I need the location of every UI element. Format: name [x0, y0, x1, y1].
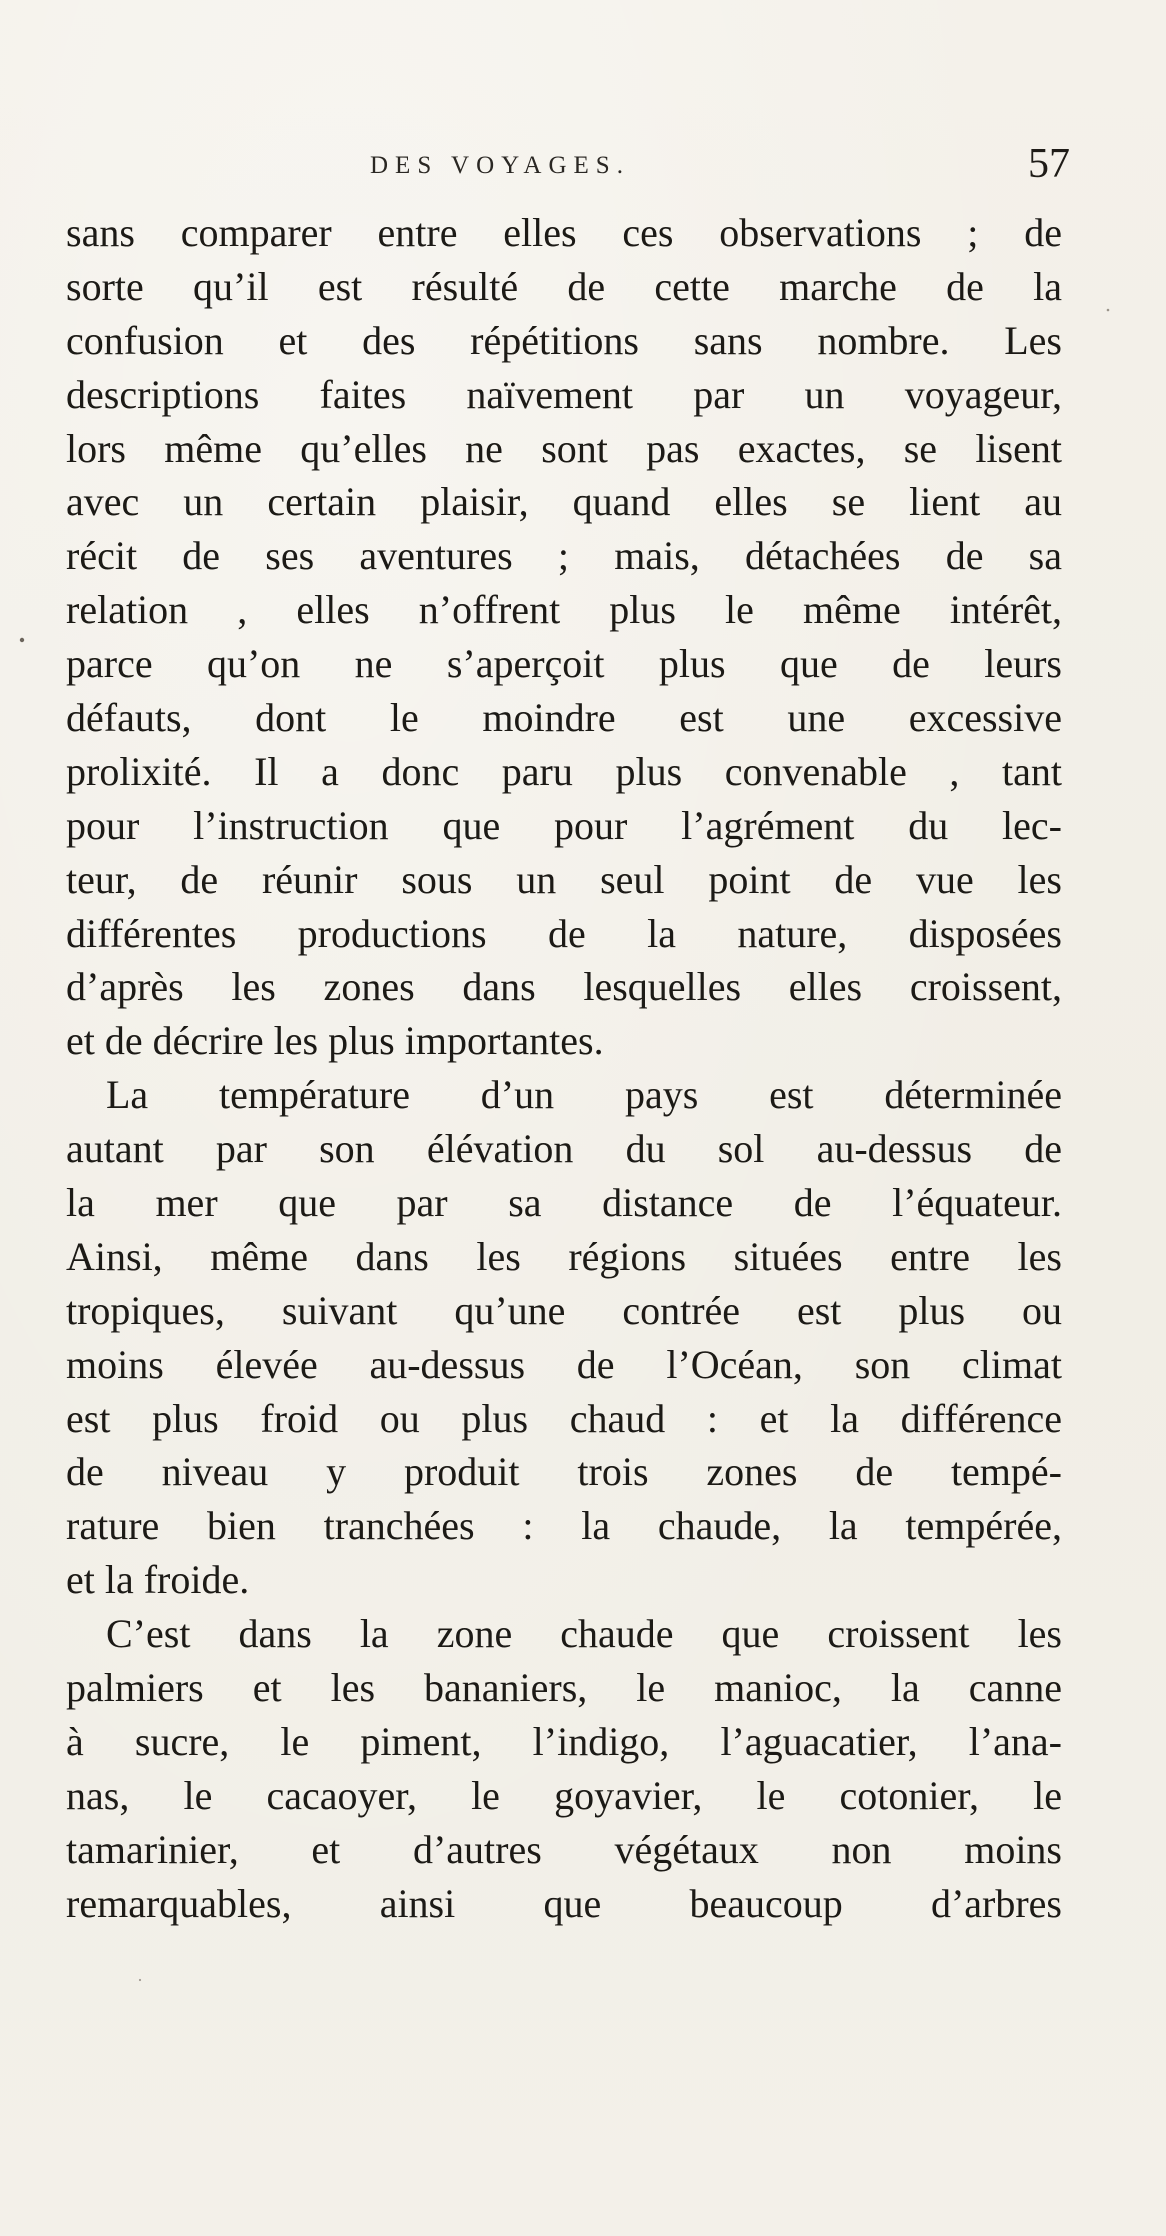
text-line: autant par son élévation du sol au-dessus de — [66, 1126, 1062, 1172]
text-line: Ainsi, même dans les régions situées entre les — [66, 1233, 1062, 1279]
text-line: lors même qu’elles ne sont pas exactes, se lisent — [66, 425, 1062, 471]
ink-speck — [20, 638, 24, 642]
paragraph-start-line: C’est dans la zone chaude que croissent les — [106, 1611, 1062, 1657]
text-line: d’après les zones dans lesquelles elles croissent, — [66, 964, 1062, 1010]
text-line: différentes productions de la nature, disposées — [66, 910, 1062, 956]
body-text — [66, 206, 1062, 1931]
running-title: DES VOYAGES. — [370, 152, 630, 179]
paragraph-start-line: La température d’un pays est déterminée — [106, 1072, 1062, 1118]
text-line: palmiers et les bananiers, le manioc, la canne — [66, 1665, 1062, 1711]
text-line: la mer que par sa distance de l’équateur. — [66, 1180, 1062, 1226]
text-line: récit de ses aventures ; mais, détachées de sa — [66, 533, 1062, 579]
paragraph-end-line: et de décrire les plus importantes. — [66, 1018, 604, 1064]
text-line: descriptions faites naïvement par un voyageur, — [66, 371, 1062, 417]
text-line: confusion et des répétitions sans nombre. Les — [66, 317, 1062, 363]
ink-speck — [1107, 309, 1110, 312]
text-line: parce qu’on ne s’aperçoit plus que de leurs — [66, 641, 1062, 687]
text-line: défauts, dont le moindre est une excessive — [66, 695, 1062, 741]
text-line: remarquables, ainsi que beaucoup d’arbres — [66, 1880, 1062, 1926]
ink-speck — [139, 1979, 141, 1981]
paragraph-end-line: et la froide. — [66, 1557, 250, 1603]
text-line: nas, le cacaoyer, le goyavier, le cotonier, le — [66, 1772, 1062, 1818]
text-line: tropiques, suivant qu’une contrée est plus ou — [66, 1287, 1062, 1333]
text-line: pour l’instruction que pour l’agrément du lec- — [66, 802, 1062, 848]
text-line: est plus froid ou plus chaud : et la différence — [66, 1395, 1062, 1441]
text-line: à sucre, le piment, l’indigo, l’aguacatier, l’ana- — [66, 1718, 1062, 1764]
text-line: moins élevée au-dessus de l’Océan, son climat — [66, 1341, 1062, 1387]
text-line: de niveau y produit trois zones de tempé- — [66, 1449, 1062, 1495]
text-line: rature bien tranchées : la chaude, la tempérée, — [66, 1503, 1062, 1549]
page-header — [60, 140, 1070, 190]
text-line: sorte qu’il est résulté de cette marche de la — [66, 263, 1062, 309]
text-line: relation , elles n’offrent plus le même intérêt, — [66, 587, 1062, 633]
page-number: 57 — [1028, 141, 1070, 187]
text-line: prolixité. Il a donc paru plus convenable , tant — [66, 748, 1062, 794]
text-line: tamarinier, et d’autres végétaux non moins — [66, 1826, 1062, 1872]
text-line: teur, de réunir sous un seul point de vue les — [66, 856, 1062, 902]
text-line: sans comparer entre elles ces observations ; de — [66, 210, 1062, 255]
text-line: avec un certain plaisir, quand elles se lient au — [66, 479, 1062, 525]
